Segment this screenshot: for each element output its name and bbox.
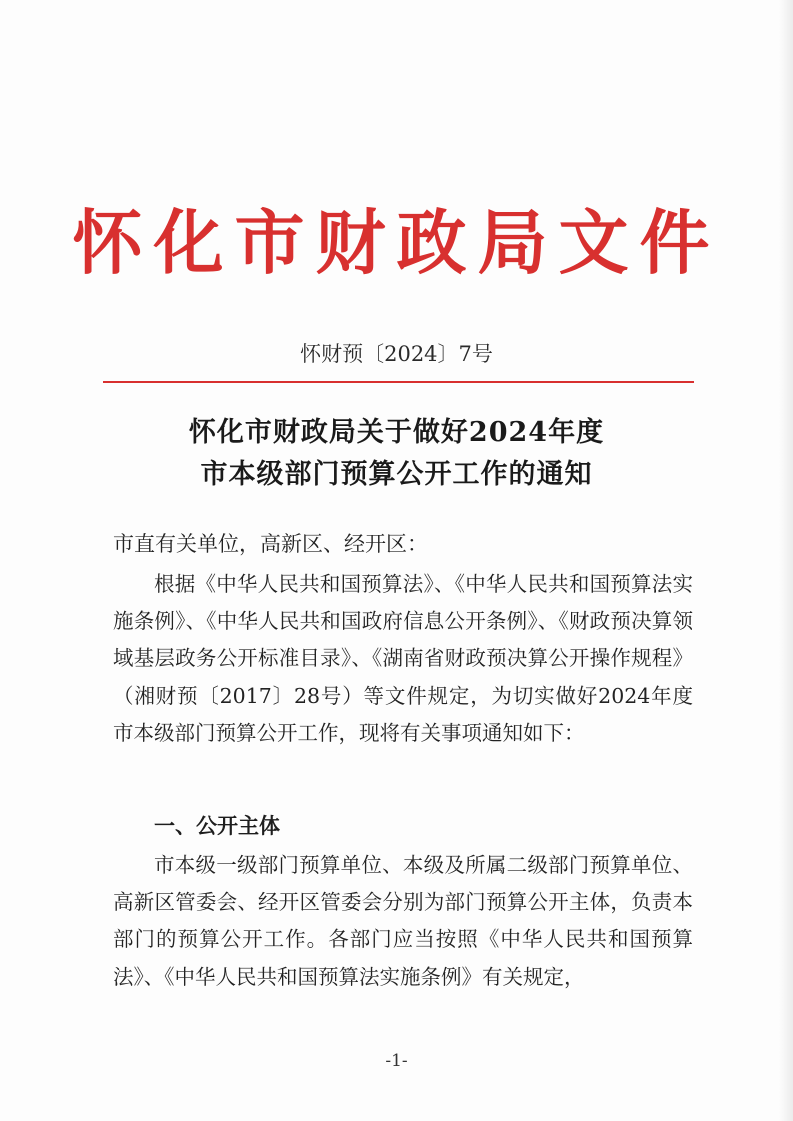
title-line-1: 怀化市财政局关于做好2024年度 bbox=[188, 417, 605, 448]
title-line-2: 市本级部门预算公开工作的通知 bbox=[200, 459, 593, 490]
document-number: 怀财预〔2024〕7号 bbox=[300, 342, 493, 366]
section-heading-1: 一、公开主体 bbox=[154, 814, 280, 838]
document-masthead: 怀化市财政局文件 bbox=[72, 202, 721, 284]
page-number: -1- bbox=[385, 1051, 408, 1071]
addressee: 市直有关单位，高新区、经开区： bbox=[113, 532, 428, 556]
page-edge-shadow bbox=[779, 0, 793, 1121]
body-paragraph-2: 市本级一级部门预算单位、本级及所属二级部门预算单位、高新区管委会、经开区管委会分别为部门预算公开主体，负责本部门的预算公开工作。各部门应当按照《中华人民共和国预算法》、《中华人民共和国预算法实施条例》有关规定， bbox=[113, 853, 693, 989]
body-paragraph-1: 根据《中华人民共和国预算法》、《中华人民共和国预算法实施条例》、《中华人民共和国政府信息公开条例》、《财政预决算领域基层政务公开标准目录》、《湖南省财政预决算公开操作规程》（湘财预〔2017〕28号）等文件规定，为切实做好2024年度市本级部门预算公开工作，现将有关事项通知如下： bbox=[113, 572, 693, 745]
red-divider-line bbox=[103, 381, 694, 383]
document-title bbox=[0, 412, 793, 496]
